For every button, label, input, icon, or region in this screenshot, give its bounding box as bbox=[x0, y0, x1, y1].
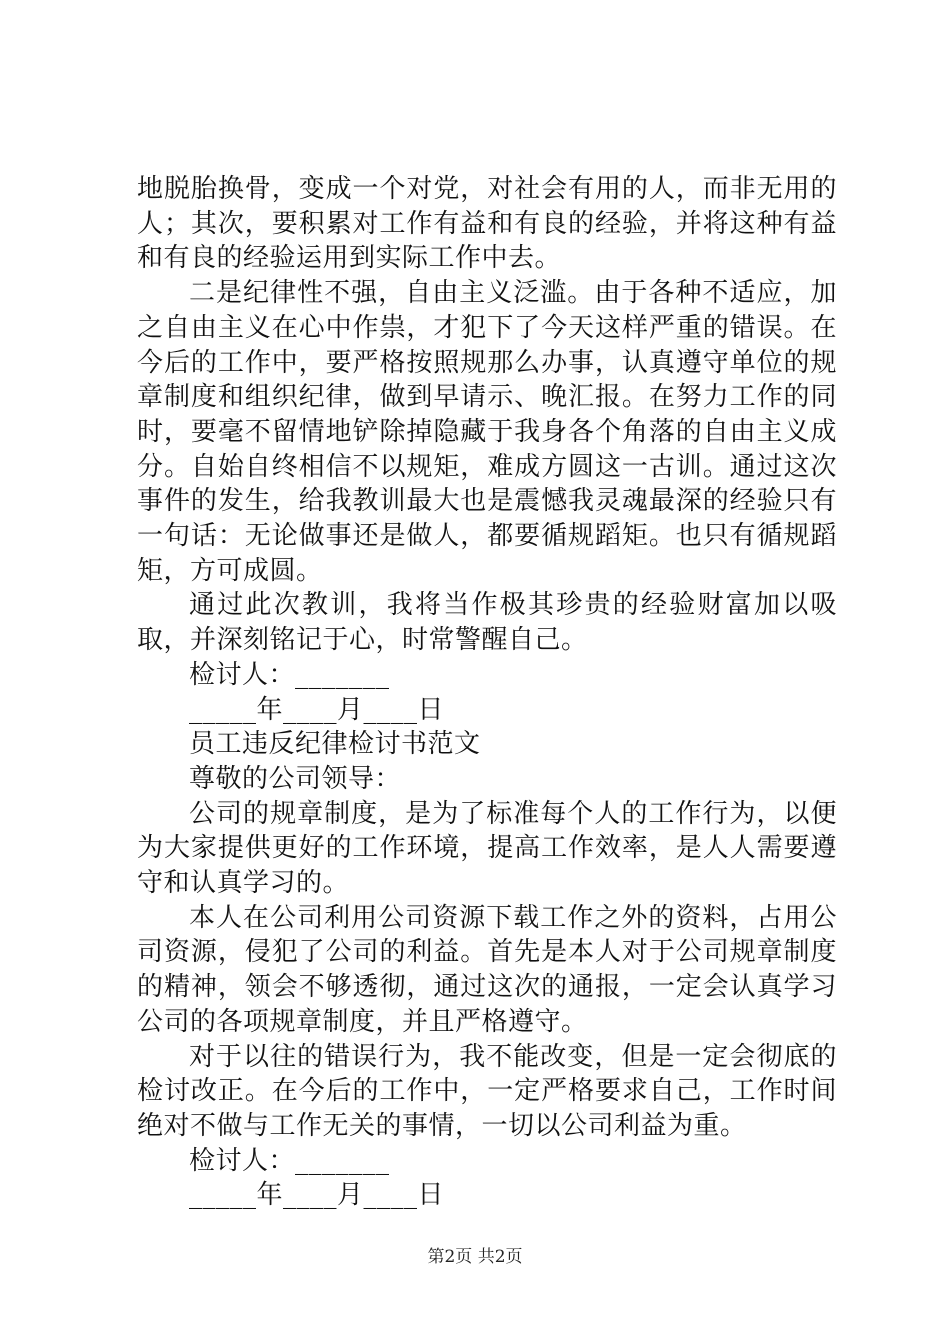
paragraph-continuation: 地脱胎换骨，变成一个对党，对社会有用的人，而非无用的人；其次，要积累对工作有益和有良的经验，并将这种有益和有良的经验运用到实际工作中去。 bbox=[137, 174, 837, 274]
paragraph-violation: 本人在公司利用公司资源下载工作之外的资料，占用公司资源，侵犯了公司的利益。首先是本人对于公司规章制度的精神，领会不够透彻，通过这次的通报，一定会认真学习公司的各项规章制度，并且严格遵守。 bbox=[137, 902, 837, 1037]
signature-line-1: 检讨人：_______ bbox=[189, 659, 390, 690]
document-body bbox=[137, 172, 837, 1213]
salutation: 尊敬的公司领导： bbox=[189, 763, 402, 794]
second-document-title: 员工违反纪律检讨书范文 bbox=[189, 729, 481, 760]
paragraph-rules: 公司的规章制度，是为了标准每个人的工作行为，以便为大家提供更好的工作环境，提高工作效率，是人人需要遵守和认真学习的。 bbox=[137, 798, 837, 899]
paragraph-lesson: 通过此次教训，我将当作极其珍贵的经验财富加以吸取，并深刻铭记于心，时常警醒自己。 bbox=[137, 590, 837, 656]
date-line-1: _____年____月____日 bbox=[189, 694, 445, 725]
paragraph-discipline: 二是纪律性不强，自由主义泛滥。由于各种不适应，加之自由主义在心中作祟，才犯下了今天这样严重的错误。在今后的工作中，要严格按照规那么办事，认真遵守单位的规章制度和组织纪律，做到早请示、晚汇报。在努力工作的同时，要毫不留情地铲除掉隐藏于我身各个角落的自由主义成分。自始自终相信不以规矩，难成方圆这一古训。通过这次事件的发生，给我教训最大也是震憾我灵魂最深的经验只有一句话：无论做事还是做人，都要循规蹈矩。也只有循规蹈矩，方可成圆。 bbox=[137, 278, 837, 586]
page-number-footer: 第2页 共2页 bbox=[427, 1247, 523, 1267]
date-line-2: _____年____月____日 bbox=[189, 1180, 445, 1211]
signature-line-2: 检讨人：_______ bbox=[189, 1145, 390, 1176]
paragraph-correction: 对于以往的错误行为，我不能改变，但是一定会彻底的检讨改正。在今后的工作中，一定严格要求自己，工作时间绝对不做与工作无关的事情，一切以公司利益为重。 bbox=[137, 1041, 837, 1141]
